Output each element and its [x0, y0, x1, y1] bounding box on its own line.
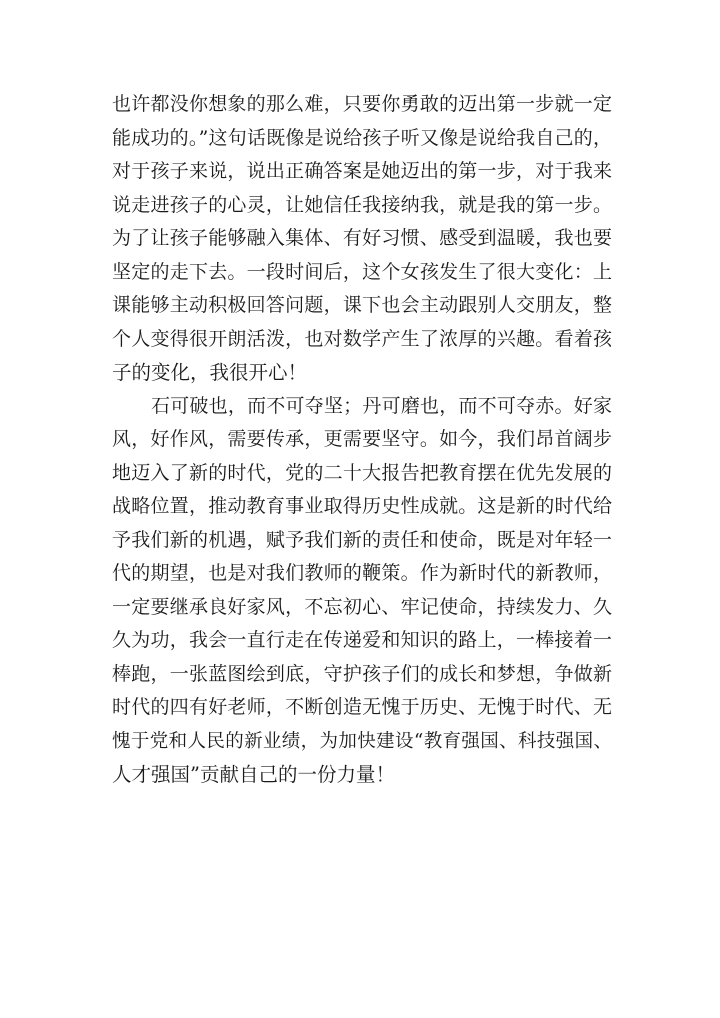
- text-line: 个人变得很开朗活泼，也对数学产生了浓厚的兴趣。看着孩: [112, 327, 612, 350]
- text-line: 对于孩子来说，说出正确答案是她迈出的第一步，对于我来: [112, 160, 612, 182]
- text-line: 地迈入了新的时代，党的二十大报告把教育摆在优先发展的: [112, 461, 612, 484]
- text-line: 风，好作风，需要传承，更需要坚守。如今，我们昂首阔步: [112, 428, 612, 450]
- text-line: 棒跑，一张蓝图绘到底，守护孩子们的成长和梦想，争做新: [112, 662, 612, 685]
- text-line: 也许都没你想象的那么难，只要你勇敢的迈出第一步就一定: [112, 93, 612, 115]
- text-line: 予我们新的机遇，赋予我们新的责任和使命，既是对年轻一: [112, 528, 612, 551]
- text-line: 一定要继承良好家风，不忘初心、牢记使命，持续发力、久: [112, 595, 612, 618]
- text-line: 愧于党和人民的新业绩，为加快建设“教育强国、科技强国、: [112, 730, 612, 752]
- text-line: 能成功的。”这句话既像是说给孩子听又像是说给我自己的，: [112, 126, 612, 149]
- text-line: 说走进孩子的心灵，让她信任我接纳我，就是我的第一步。: [112, 193, 612, 216]
- text-line: 为了让孩子能够融入集体、有好习惯、感受到温暖，我也要: [112, 227, 612, 249]
- text-line: 战略位置，推动教育事业取得历史性成就。这是新的时代给: [112, 495, 612, 517]
- paragraph-end-line: 子的变化，我很开心！: [112, 361, 308, 384]
- body-text: [112, 88, 612, 792]
- text-line: 课能够主动积极回答问题，课下也会主动跟别人交朋友，整: [112, 294, 612, 316]
- text-line: 坚定的走下去。一段时间后，这个女孩发生了很大变化：上: [112, 260, 612, 283]
- text-line: 久为功，我会一直行走在传递爱和知识的路上，一棒接着一: [112, 629, 612, 651]
- text-line: 时代的四有好老师，不断创造无愧于历史、无愧于时代、无: [112, 696, 612, 718]
- paragraph-start-line: 石可破也，而不可夺坚；丹可磨也，而不可夺赤。好家: [151, 394, 612, 417]
- text-line: 代的期望，也是对我们教师的鞭策。作为新时代的新教师，: [112, 562, 612, 584]
- paragraph-end-line: 人才强国”贡献自己的一份力量！: [112, 763, 395, 786]
